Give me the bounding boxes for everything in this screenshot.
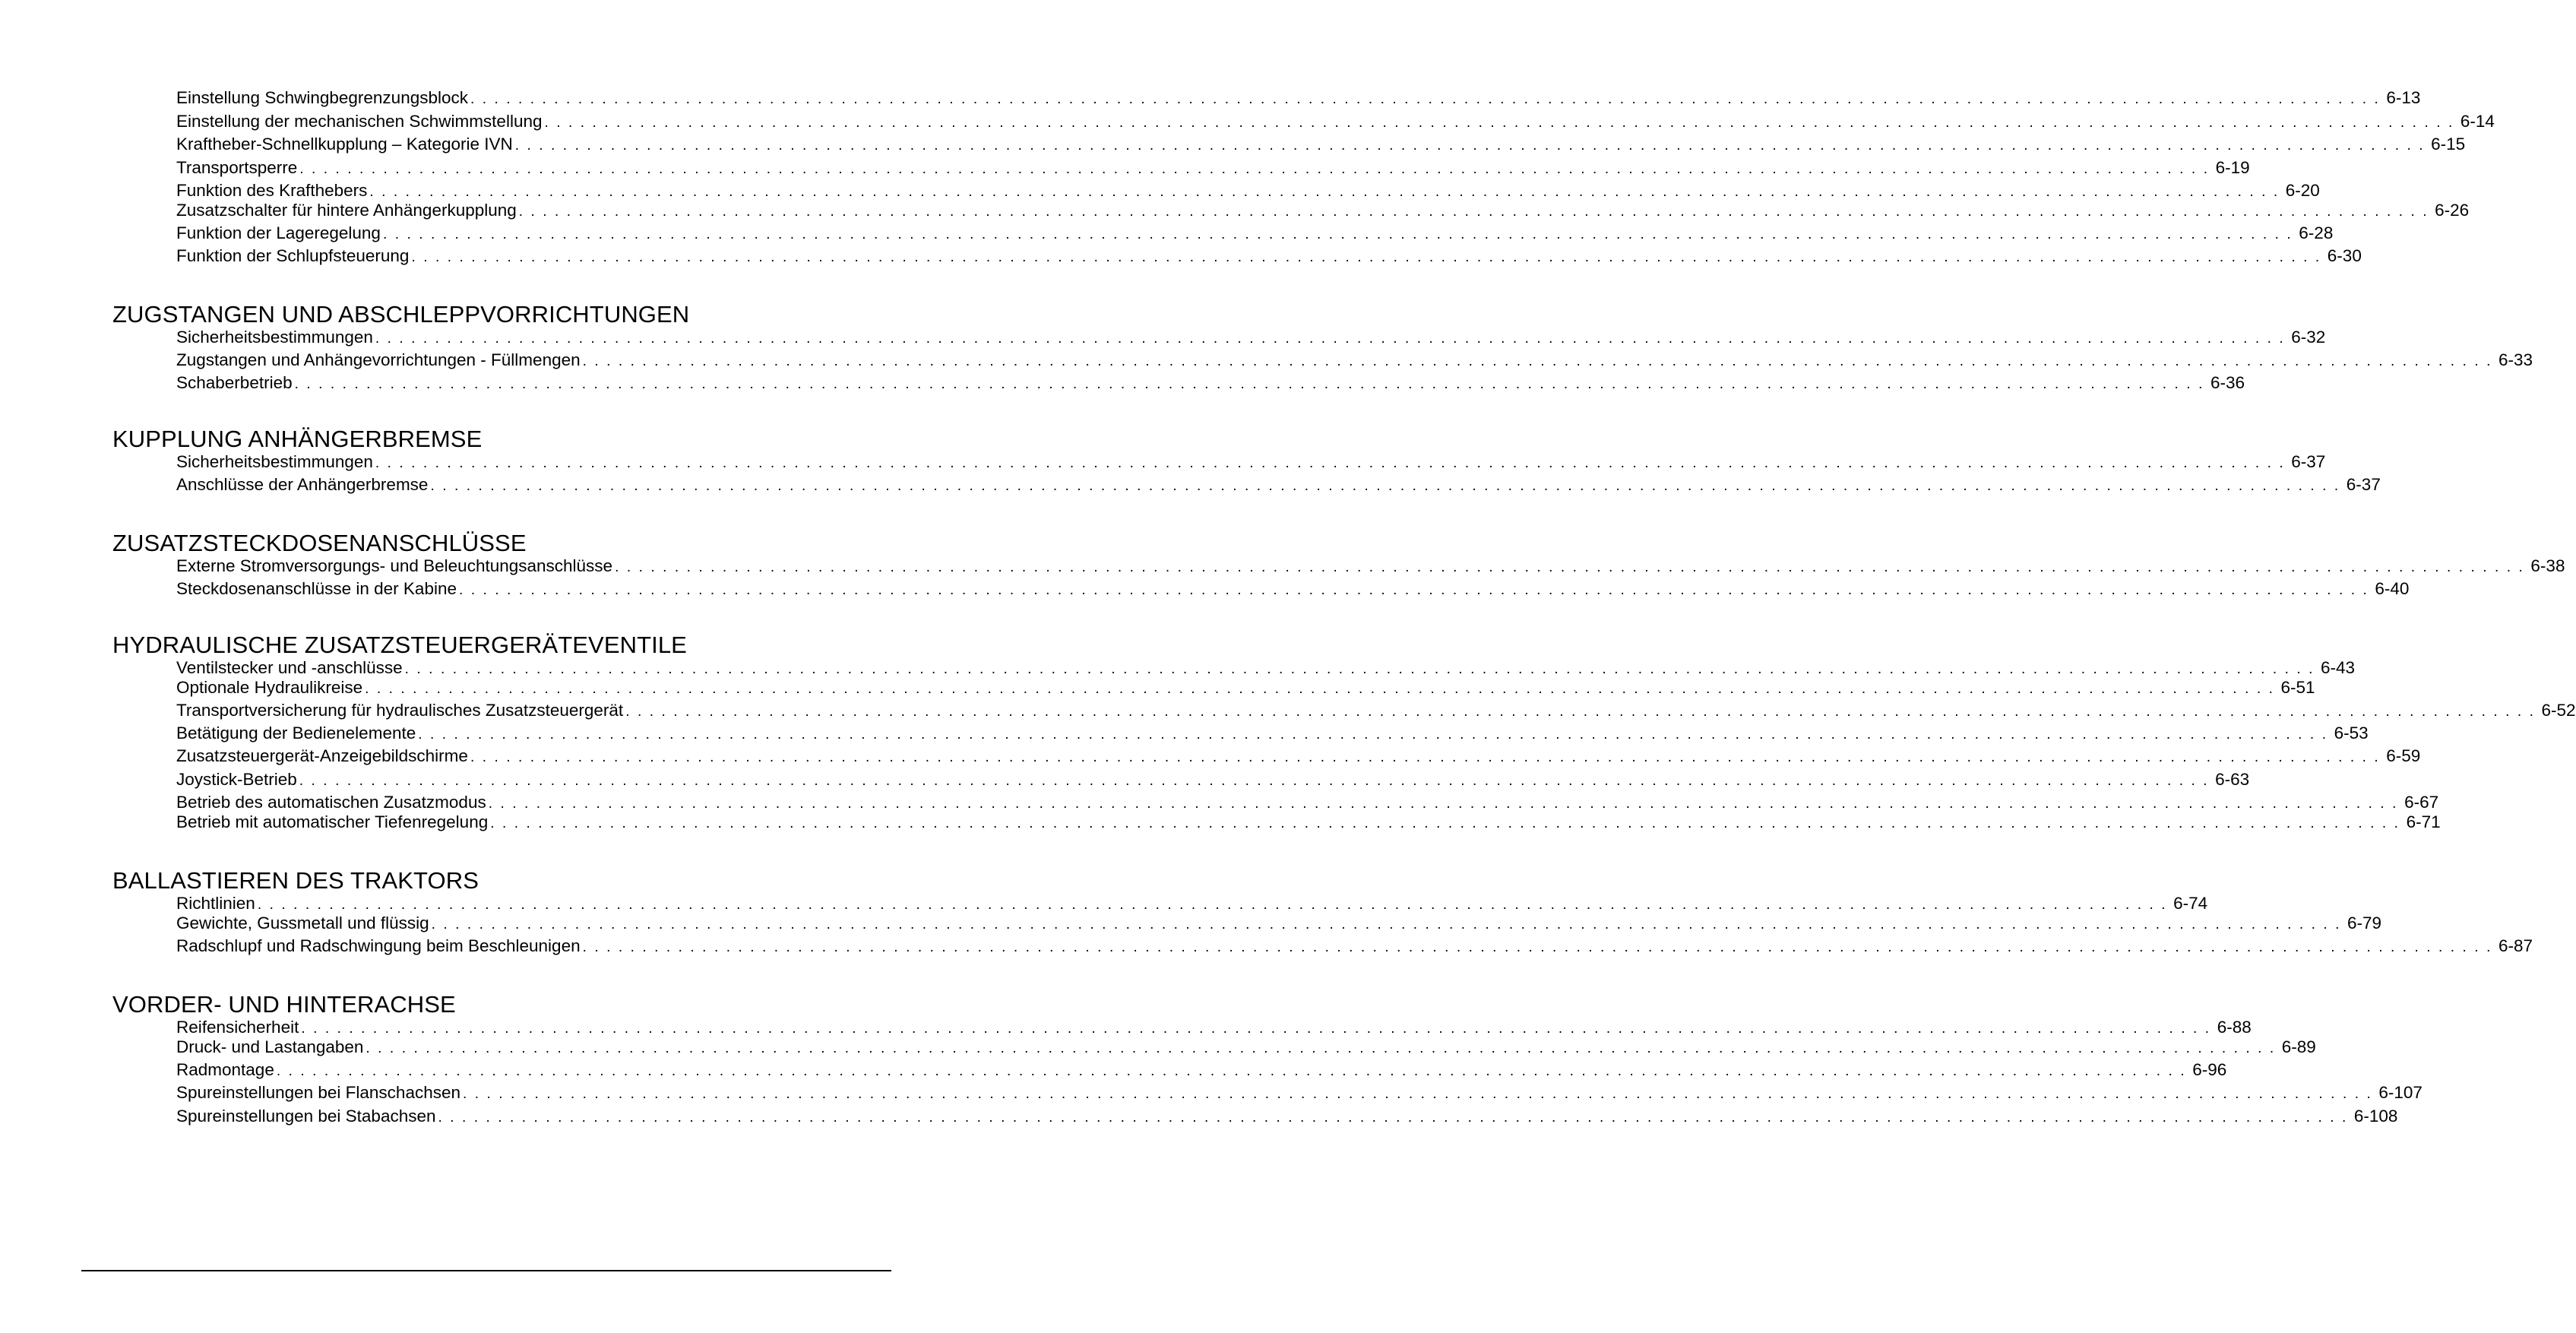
toc-entry-title: Gewichte, Gussmetall und flüssig	[176, 913, 429, 932]
toc-entry[interactable]	[176, 657, 2356, 679]
toc-entry[interactable]	[176, 913, 2382, 934]
toc-entry[interactable]	[176, 111, 2495, 132]
toc-entry-page: 6-20	[2285, 181, 2320, 200]
dot-leader: . . . . . . . . . . . . . . . . . . . . . . . . . . . . . . . . . . . . . . . . . . . . . . . . . . . . . . . . . . . . . . . . . . . . . . . . . . . . . . . . . . . . . . . . . . . . . . . . . . . . . . . . . . . . . . . . . . . . . . . . . . . . . . . . . . . . . . . . . . . . . . . . . . . . . . . . . . . . . . . .	[294, 376, 2204, 392]
toc-entry-page: 6-15	[2431, 135, 2466, 154]
toc-entry[interactable]	[176, 1059, 2227, 1081]
toc-entry[interactable]	[176, 936, 2533, 957]
toc-entry-page: 6-13	[2386, 88, 2421, 107]
toc-entry-title: Radmontage	[176, 1060, 274, 1079]
toc-entry[interactable]	[176, 474, 2381, 496]
toc-entry[interactable]	[176, 893, 2208, 914]
toc-entry-title: Externe Stromversorgungs- und Beleuchtungsanschlüsse	[176, 556, 613, 575]
dot-leader: . . . . . . . . . . . . . . . . . . . . . . . . . . . . . . . . . . . . . . . . . . . . . . . . . . . . . . . . . . . . . . . . . . . . . . . . . . . . . . . . . . . . . . . . . . . . . . . . . . . . . . . . . . . . . . . . . . . . . . . . . . . . . . . . . . . . . . . . . . . . . . . . . . . . . . . . . . . . . . . .	[366, 1040, 2276, 1056]
toc-entry-page: 6-33	[2498, 350, 2533, 369]
dot-leader: . . . . . . . . . . . . . . . . . . . . . . . . . . . . . . . . . . . . . . . . . . . . . . . . . . . . . . . . . . . . . . . . . . . . . . . . . . . . . . . . . . . . . . . . . . . . . . . . . . . . . . . . . . . . . . . . . . . . . . . . . . . . . . . . . . . . . . . . . . . . . . . . . . . . . . . . . . . . . . . .	[582, 939, 2492, 955]
toc-entry-page: 6-88	[2217, 1018, 2252, 1037]
toc-entry-page: 6-63	[2215, 770, 2250, 789]
toc-entry-page: 6-26	[2435, 201, 2470, 220]
toc-entry-title: Radschlupf und Radschwingung beim Beschleunigen	[176, 936, 581, 955]
toc-entry-page: 6-107	[2378, 1083, 2423, 1102]
dot-leader: . . . . . . . . . . . . . . . . . . . . . . . . . . . . . . . . . . . . . . . . . . . . . . . . . . . . . . . . . . . . . . . . . . . . . . . . . . . . . . . . . . . . . . . . . . . . . . . . . . . . . . . . . . . . . . . . . . . . . . . . . . . . . . . . . . . . . . . . . . . . . . . . . . . . . . . . . . . . . . . .	[544, 115, 2454, 131]
toc-entry[interactable]	[176, 245, 2362, 267]
toc-entry-page: 6-108	[2353, 1107, 2398, 1126]
dot-leader: . . . . . . . . . . . . . . . . . . . . . . . . . . . . . . . . . . . . . . . . . . . . . . . . . . . . . . . . . . . . . . . . . . . . . . . . . . . . . . . . . . . . . . . . . . . . . . . . . . . . . . . . . . . . . . . . . . . . . . . . . . . . . . . . . . . . . . . . . . . . . . . . . . . . . . . . . . . . . . . .	[375, 455, 2286, 471]
section-heading: BALLASTIEREN DES TRAKTORS	[112, 867, 479, 894]
toc-entry-title: Funktion der Schlupfsteuerung	[176, 246, 410, 265]
toc-entry-page: 6-51	[2280, 678, 2315, 697]
dot-leader: . . . . . . . . . . . . . . . . . . . . . . . . . . . . . . . . . . . . . . . . . . . . . . . . . . . . . . . . . . . . . . . . . . . . . . . . . . . . . . . . . . . . . . . . . . . . . . . . . . . . . . . . . . . . . . . . . . . . . . . . . . . . . . . . . . . . . . . . . . . . . . . . . . . . . . . . . . . . . . . .	[365, 681, 2275, 697]
toc-entry-page: 6-36	[2210, 373, 2245, 392]
toc-entry-page: 6-43	[2321, 658, 2356, 677]
dot-leader: . . . . . . . . . . . . . . . . . . . . . . . . . . . . . . . . . . . . . . . . . . . . . . . . . . . . . . . . . . . . . . . . . . . . . . . . . . . . . . . . . . . . . . . . . . . . . . . . . . . . . . . . . . . . . . . . . . . . . . . . . . . . . . . . . . . . . . . . . . . . . . . . . . . . . . . . . . . . . . . .	[369, 184, 2280, 200]
dot-leader: . . . . . . . . . . . . . . . . . . . . . . . . . . . . . . . . . . . . . . . . . . . . . . . . . . . . . . . . . . . . . . . . . . . . . . . . . . . . . . . . . . . . . . . . . . . . . . . . . . . . . . . . . . . . . . . . . . . . . . . . . . . . . . . . . . . . . . . . . . . . . . . . . . . . . . . . . . . . . . . .	[257, 897, 2168, 913]
toc-entry-title: Schaberbetrieb	[176, 373, 293, 392]
section-heading: ZUSATZSTECKDOSENANSCHLÜSSE	[112, 530, 527, 556]
toc-entry-title: Betrieb mit automatischer Tiefenregelung	[176, 812, 489, 831]
toc-entry[interactable]	[176, 700, 2576, 721]
toc-entry-title: Zusatzsteuergerät-Anzeigebildschirme	[176, 746, 468, 765]
toc-entry[interactable]	[176, 556, 2565, 577]
toc-entry-title: Kraftheber-Schnellkupplung – Kategorie IVN	[176, 135, 513, 154]
toc-entry[interactable]	[176, 677, 2315, 698]
toc-entry-page: 6-38	[2530, 556, 2565, 575]
toc-entry[interactable]	[176, 1082, 2423, 1103]
toc-entry-page: 6-59	[2386, 746, 2421, 765]
toc-entry-title: Spureinstellungen bei Flanschachsen	[176, 1083, 460, 1102]
toc-entry-page: 6-67	[2404, 793, 2439, 812]
toc-entry[interactable]	[176, 578, 2410, 600]
toc-entry[interactable]	[176, 372, 2245, 394]
dot-leader: . . . . . . . . . . . . . . . . . . . . . . . . . . . . . . . . . . . . . . . . . . . . . . . . . . . . . . . . . . . . . . . . . . . . . . . . . . . . . . . . . . . . . . . . . . . . . . . . . . . . . . . . . . . . . . . . . . . . . . . . . . . . . . . . . . . . . . . . . . . . . . . . . . . . . . . . . . . . . . . .	[470, 749, 2381, 765]
toc-entry-page: 6-14	[2460, 112, 2495, 131]
dot-leader: . . . . . . . . . . . . . . . . . . . . . . . . . . . . . . . . . . . . . . . . . . . . . . . . . . . . . . . . . . . . . . . . . . . . . . . . . . . . . . . . . . . . . . . . . . . . . . . . . . . . . . . . . . . . . . . . . . . . . . . . . . . . . . . . . . . . . . . . . . . . . . . . . . . . . . . . . . . . . . . .	[299, 773, 2210, 789]
toc-entry-title: Anschlüsse der Anhängerbremse	[176, 475, 429, 494]
toc-entry-title: Funktion des Krafthebers	[176, 181, 368, 200]
dot-leader: . . . . . . . . . . . . . . . . . . . . . . . . . . . . . . . . . . . . . . . . . . . . . . . . . . . . . . . . . . . . . . . . . . . . . . . . . . . . . . . . . . . . . . . . . . . . . . . . . . . . . . . . . . . . . . . . . . . . . . . . . . . . . . . . . . . . . . . . . . . . . . . . . . . . . . . . . . . . . . . .	[431, 917, 2341, 932]
dot-leader: . . . . . . . . . . . . . . . . . . . . . . . . . . . . . . . . . . . . . . . . . . . . . . . . . . . . . . . . . . . . . . . . . . . . . . . . . . . . . . . . . . . . . . . . . . . . . . . . . . . . . . . . . . . . . . . . . . . . . . . . . . . . . . . . . . . . . . . . . . . . . . . . . . . . . . . . . . . . . . . .	[411, 249, 2321, 265]
dot-leader: . . . . . . . . . . . . . . . . . . . . . . . . . . . . . . . . . . . . . . . . . . . . . . . . . . . . . . . . . . . . . . . . . . . . . . . . . . . . . . . . . . . . . . . . . . . . . . . . . . . . . . . . . . . . . . . . . . . . . . . . . . . . . . . . . . . . . . . . . . . . . . . . . . . . . . . . . . . . . . . .	[382, 226, 2293, 242]
toc-entry-title: Optionale Hydraulikreise	[176, 678, 363, 697]
toc-entry[interactable]	[176, 746, 2421, 767]
toc-entry-title: Sicherheitsbestimmungen	[176, 452, 373, 471]
toc-entry[interactable]	[176, 200, 2470, 221]
dot-leader: . . . . . . . . . . . . . . . . . . . . . . . . . . . . . . . . . . . . . . . . . . . . . . . . . . . . . . . . . . . . . . . . . . . . . . . . . . . . . . . . . . . . . . . . . . . . . . . . . . . . . . . . . . . . . . . . . . . . . . . . . . . . . . . . . . . . . . . . . . . . . . . . . . . . . . . . . . . . . . . .	[490, 815, 2400, 831]
toc-entry-title: Einstellung Schwingbegrenzungsblock	[176, 88, 468, 107]
toc-entry-page: 6-52	[2541, 701, 2576, 720]
toc-entry-page: 6-37	[2291, 452, 2326, 471]
footer-rule	[81, 1270, 891, 1271]
toc-entry[interactable]	[176, 1017, 2252, 1038]
toc-entry-title: Funktion der Lageregelung	[176, 223, 381, 242]
section-heading: KUPPLUNG ANHÄNGERBREMSE	[112, 426, 483, 452]
toc-entry-page: 6-37	[2346, 475, 2381, 494]
toc-entry-page: 6-71	[2406, 812, 2441, 831]
toc-entry[interactable]	[176, 792, 2439, 813]
toc-entry-page: 6-74	[2173, 894, 2208, 913]
dot-leader: . . . . . . . . . . . . . . . . . . . . . . . . . . . . . . . . . . . . . . . . . . . . . . . . . . . . . . . . . . . . . . . . . . . . . . . . . . . . . . . . . . . . . . . . . . . . . . . . . . . . . . . . . . . . . . . . . . . . . . . . . . . . . . . . . . . . . . . . . . . . . . . . . . . . . . . . . . . . . . . .	[582, 353, 2492, 369]
toc-entry-title: Transportsperre	[176, 158, 298, 177]
toc-entry-page: 6-89	[2281, 1037, 2316, 1056]
toc-entry-page: 6-32	[2291, 328, 2326, 347]
dot-leader: . . . . . . . . . . . . . . . . . . . . . . . . . . . . . . . . . . . . . . . . . . . . . . . . . . . . . . . . . . . . . . . . . . . . . . . . . . . . . . . . . . . . . . . . . . . . . . . . . . . . . . . . . . . . . . . . . . . . . . . . . . . . . . . . . . . . . . . . . . . . . . . . . . . . . . . . . . . . . . . .	[459, 582, 2369, 598]
dot-leader: . . . . . . . . . . . . . . . . . . . . . . . . . . . . . . . . . . . . . . . . . . . . . . . . . . . . . . . . . . . . . . . . . . . . . . . . . . . . . . . . . . . . . . . . . . . . . . . . . . . . . . . . . . . . . . . . . . . . . . . . . . . . . . . . . . . . . . . . . . . . . . . . . . . . . . . . . . . . . . . .	[404, 661, 2315, 677]
toc-entry[interactable]	[176, 1037, 2316, 1058]
dot-leader: . . . . . . . . . . . . . . . . . . . . . . . . . . . . . . . . . . . . . . . . . . . . . . . . . . . . . . . . . . . . . . . . . . . . . . . . . . . . . . . . . . . . . . . . . . . . . . . . . . . . . . . . . . . . . . . . . . . . . . . . . . . . . . . . . . . . . . . . . . . . . . . . . . . . . . . . . . . . . . . .	[518, 204, 2429, 220]
toc-entry-page: 6-87	[2498, 936, 2533, 955]
toc-entry[interactable]	[176, 223, 2334, 244]
section-heading: VORDER- UND HINTERACHSE	[112, 991, 456, 1018]
toc-entry[interactable]	[176, 350, 2533, 371]
toc-entry-title: Zugstangen und Anhängevorrichtungen - Füllmengen	[176, 350, 581, 369]
dot-leader: . . . . . . . . . . . . . . . . . . . . . . . . . . . . . . . . . . . . . . . . . . . . . . . . . . . . . . . . . . . . . . . . . . . . . . . . . . . . . . . . . . . . . . . . . . . . . . . . . . . . . . . . . . . . . . . . . . . . . . . . . . . . . . . . . . . . . . . . . . . . . . . . . . . . . . . . . . . . . . . .	[299, 161, 2210, 177]
dot-leader: . . . . . . . . . . . . . . . . . . . . . . . . . . . . . . . . . . . . . . . . . . . . . . . . . . . . . . . . . . . . . . . . . . . . . . . . . . . . . . . . . . . . . . . . . . . . . . . . . . . . . . . . . . . . . . . . . . . . . . . . . . . . . . . . . . . . . . . . . . . . . . . . . . . . . . . . . . . . . . . .	[625, 704, 2536, 720]
dot-leader: . . . . . . . . . . . . . . . . . . . . . . . . . . . . . . . . . . . . . . . . . . . . . . . . . . . . . . . . . . . . . . . . . . . . . . . . . . . . . . . . . . . . . . . . . . . . . . . . . . . . . . . . . . . . . . . . . . . . . . . . . . . . . . . . . . . . . . . . . . . . . . . . . . . . . . . . . . . . . . . .	[615, 559, 2525, 575]
toc-entry-title: Betätigung der Bedienelemente	[176, 723, 416, 742]
toc-entry[interactable]	[176, 769, 2250, 790]
toc-entry[interactable]	[176, 812, 2441, 833]
toc-entry-title: Zusatzschalter für hintere Anhängerkupplung	[176, 201, 517, 220]
toc-entry[interactable]	[176, 451, 2326, 473]
toc-entry-title: Reifensicherheit	[176, 1018, 299, 1037]
toc-entry-title: Sicherheitsbestimmungen	[176, 328, 373, 347]
dot-leader: . . . . . . . . . . . . . . . . . . . . . . . . . . . . . . . . . . . . . . . . . . . . . . . . . . . . . . . . . . . . . . . . . . . . . . . . . . . . . . . . . . . . . . . . . . . . . . . . . . . . . . . . . . . . . . . . . . . . . . . . . . . . . . . . . . . . . . . . . . . . . . . . . . . . . . . . . . . . . . . .	[463, 1086, 2373, 1102]
toc-entry-title: Druck- und Lastangaben	[176, 1037, 364, 1056]
toc-entry-page: 6-40	[2375, 579, 2410, 598]
dot-leader: . . . . . . . . . . . . . . . . . . . . . . . . . . . . . . . . . . . . . . . . . . . . . . . . . . . . . . . . . . . . . . . . . . . . . . . . . . . . . . . . . . . . . . . . . . . . . . . . . . . . . . . . . . . . . . . . . . . . . . . . . . . . . . . . . . . . . . . . . . . . . . . . . . . . . . . . . . . . . . . .	[276, 1063, 2187, 1079]
toc-entry-page: 6-30	[2327, 246, 2362, 265]
toc-entry-title: Richtlinien	[176, 894, 255, 913]
toc-entry-title: Steckdosenanschlüsse in der Kabine	[176, 579, 457, 598]
dot-leader: . . . . . . . . . . . . . . . . . . . . . . . . . . . . . . . . . . . . . . . . . . . . . . . . . . . . . . . . . . . . . . . . . . . . . . . . . . . . . . . . . . . . . . . . . . . . . . . . . . . . . . . . . . . . . . . . . . . . . . . . . . . . . . . . . . . . . . . . . . . . . . . . . . . . . . . . . . . . . . . .	[430, 478, 2340, 494]
toc-entry-page: 6-28	[2299, 223, 2334, 242]
toc-entry-title: Betrieb des automatischen Zusatzmodus	[176, 793, 486, 812]
dot-leader: . . . . . . . . . . . . . . . . . . . . . . . . . . . . . . . . . . . . . . . . . . . . . . . . . . . . . . . . . . . . . . . . . . . . . . . . . . . . . . . . . . . . . . . . . . . . . . . . . . . . . . . . . . . . . . . . . . . . . . . . . . . . . . . . . . . . . . . . . . . . . . . . . . . . . . . . . . . . . . . .	[418, 727, 2328, 742]
section-heading: ZUGSTANGEN UND ABSCHLEPPVORRICHTUNGEN	[112, 301, 690, 328]
dot-leader: . . . . . . . . . . . . . . . . . . . . . . . . . . . . . . . . . . . . . . . . . . . . . . . . . . . . . . . . . . . . . . . . . . . . . . . . . . . . . . . . . . . . . . . . . . . . . . . . . . . . . . . . . . . . . . . . . . . . . . . . . . . . . . . . . . . . . . . . . . . . . . . . . . . . . . . . . . . . . . . .	[514, 138, 2426, 154]
dot-leader: . . . . . . . . . . . . . . . . . . . . . . . . . . . . . . . . . . . . . . . . . . . . . . . . . . . . . . . . . . . . . . . . . . . . . . . . . . . . . . . . . . . . . . . . . . . . . . . . . . . . . . . . . . . . . . . . . . . . . . . . . . . . . . . . . . . . . . . . . . . . . . . . . . . . . . . . . . . . . . . .	[488, 796, 2399, 812]
toc-entry[interactable]	[176, 1106, 2398, 1127]
toc-entry-title: Spureinstellungen bei Stabachsen	[176, 1107, 436, 1126]
toc-entry-title: Joystick-Betrieb	[176, 770, 297, 789]
dot-leader: . . . . . . . . . . . . . . . . . . . . . . . . . . . . . . . . . . . . . . . . . . . . . . . . . . . . . . . . . . . . . . . . . . . . . . . . . . . . . . . . . . . . . . . . . . . . . . . . . . . . . . . . . . . . . . . . . . . . . . . . . . . . . . . . . . . . . . . . . . . . . . . . . . . . . . . . . . . . . . . .	[375, 331, 2286, 347]
toc-entry[interactable]	[176, 157, 2250, 179]
dot-leader: . . . . . . . . . . . . . . . . . . . . . . . . . . . . . . . . . . . . . . . . . . . . . . . . . . . . . . . . . . . . . . . . . . . . . . . . . . . . . . . . . . . . . . . . . . . . . . . . . . . . . . . . . . . . . . . . . . . . . . . . . . . . . . . . . . . . . . . . . . . . . . . . . . . . . . . . . . . . . . . .	[438, 1110, 2348, 1126]
toc-entry-page: 6-79	[2347, 913, 2382, 932]
toc-entry-title: Einstellung der mechanischen Schwimmstellung	[176, 112, 543, 131]
toc-entry[interactable]	[176, 134, 2466, 155]
toc-entry-page: 6-19	[2215, 158, 2250, 177]
dot-leader: . . . . . . . . . . . . . . . . . . . . . . . . . . . . . . . . . . . . . . . . . . . . . . . . . . . . . . . . . . . . . . . . . . . . . . . . . . . . . . . . . . . . . . . . . . . . . . . . . . . . . . . . . . . . . . . . . . . . . . . . . . . . . . . . . . . . . . . . . . . . . . . . . . . . . . . . . . . . . . . .	[470, 91, 2381, 107]
toc-entry[interactable]	[176, 723, 2369, 744]
toc-entry[interactable]	[176, 87, 2421, 109]
section-heading: HYDRAULISCHE ZUSATZSTEUERGERÄTEVENTILE	[112, 632, 687, 658]
toc-entry-page: 6-53	[2334, 723, 2369, 742]
toc-entry[interactable]	[176, 327, 2326, 348]
toc-entry-title: Transportversicherung für hydraulisches Zusatzsteuergerät	[176, 701, 624, 720]
toc-entry-title: Ventilstecker und -anschlüsse	[176, 658, 403, 677]
toc-entry[interactable]	[176, 180, 2320, 201]
toc-entry-page: 6-96	[2192, 1060, 2227, 1079]
dot-leader: . . . . . . . . . . . . . . . . . . . . . . . . . . . . . . . . . . . . . . . . . . . . . . . . . . . . . . . . . . . . . . . . . . . . . . . . . . . . . . . . . . . . . . . . . . . . . . . . . . . . . . . . . . . . . . . . . . . . . . . . . . . . . . . . . . . . . . . . . . . . . . . . . . . . . . . . . . . . . . . .	[301, 1021, 2211, 1037]
